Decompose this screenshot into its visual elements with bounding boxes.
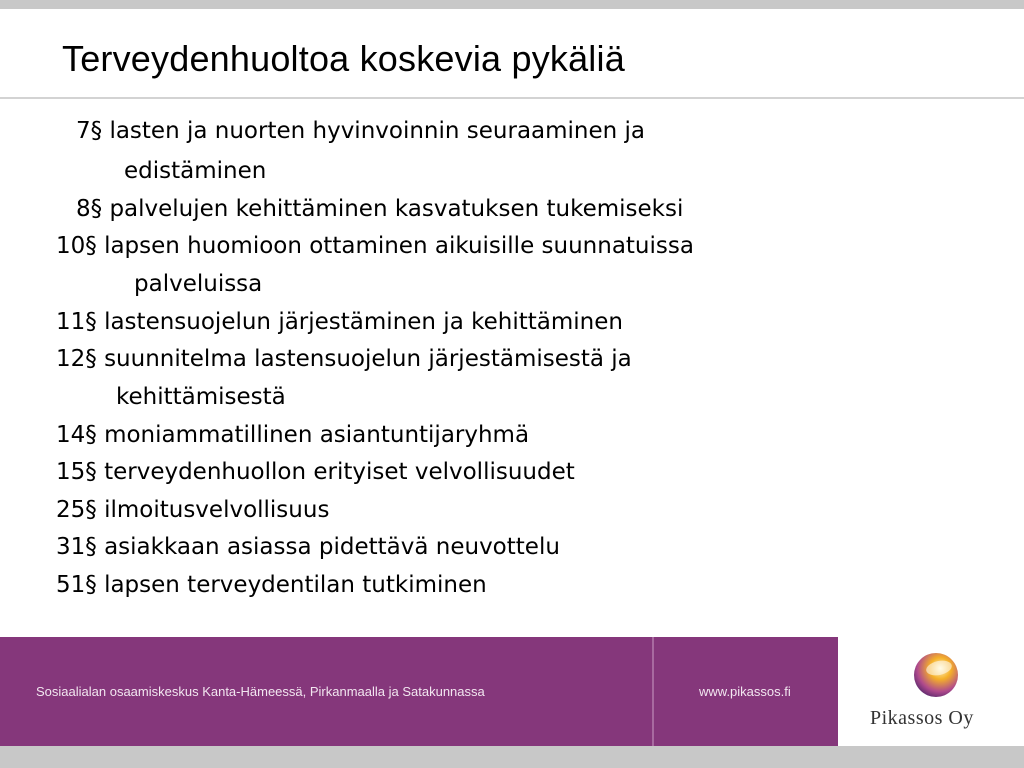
list-item-continuation: palveluissa (134, 271, 263, 297)
list-item: 15§ terveydenhuollon erityiset velvollisuudet (56, 459, 575, 485)
list-item: 11§ lastensuojelun järjestäminen ja kehittäminen (56, 309, 623, 335)
list-item: 7§ lasten ja nuorten hyvinvoinnin seuraaminen ja (76, 118, 646, 144)
list-item: 25§ ilmoitusvelvollisuus (56, 497, 330, 523)
list-item: 14§ moniammatillinen asiantuntijaryhmä (56, 422, 530, 448)
logo-wordmark: Pikassos Oy (870, 707, 974, 729)
slide-title: Terveydenhuoltoa koskevia pykäliä (62, 38, 625, 79)
list-item: 51§ lapsen terveydentilan tutkiminen (56, 572, 487, 598)
list-item: 10§ lapsen huomioon ottaminen aikuisille suunnatuissa (56, 233, 694, 259)
footer-organization: Sosiaalialan osaamiskeskus Kanta-Hämeessä, Pirkanmaalla ja Satakunnassa (36, 684, 485, 699)
list-item-continuation: kehittämisestä (116, 384, 286, 410)
pikassos-logo-icon (912, 651, 960, 699)
bottom-gray-bar (0, 746, 1024, 768)
list-item: 31§ asiakkaan asiassa pidettävä neuvottelu (56, 534, 560, 560)
footer-url-link[interactable]: www.pikassos.fi (699, 684, 791, 699)
footer-divider (652, 637, 654, 746)
list-item: 12§ suunnitelma lastensuojelun järjestämisestä ja (56, 346, 632, 372)
list-item: 8§ palvelujen kehittäminen kasvatuksen tukemiseksi (76, 196, 684, 222)
list-item-continuation: edistäminen (124, 158, 267, 184)
